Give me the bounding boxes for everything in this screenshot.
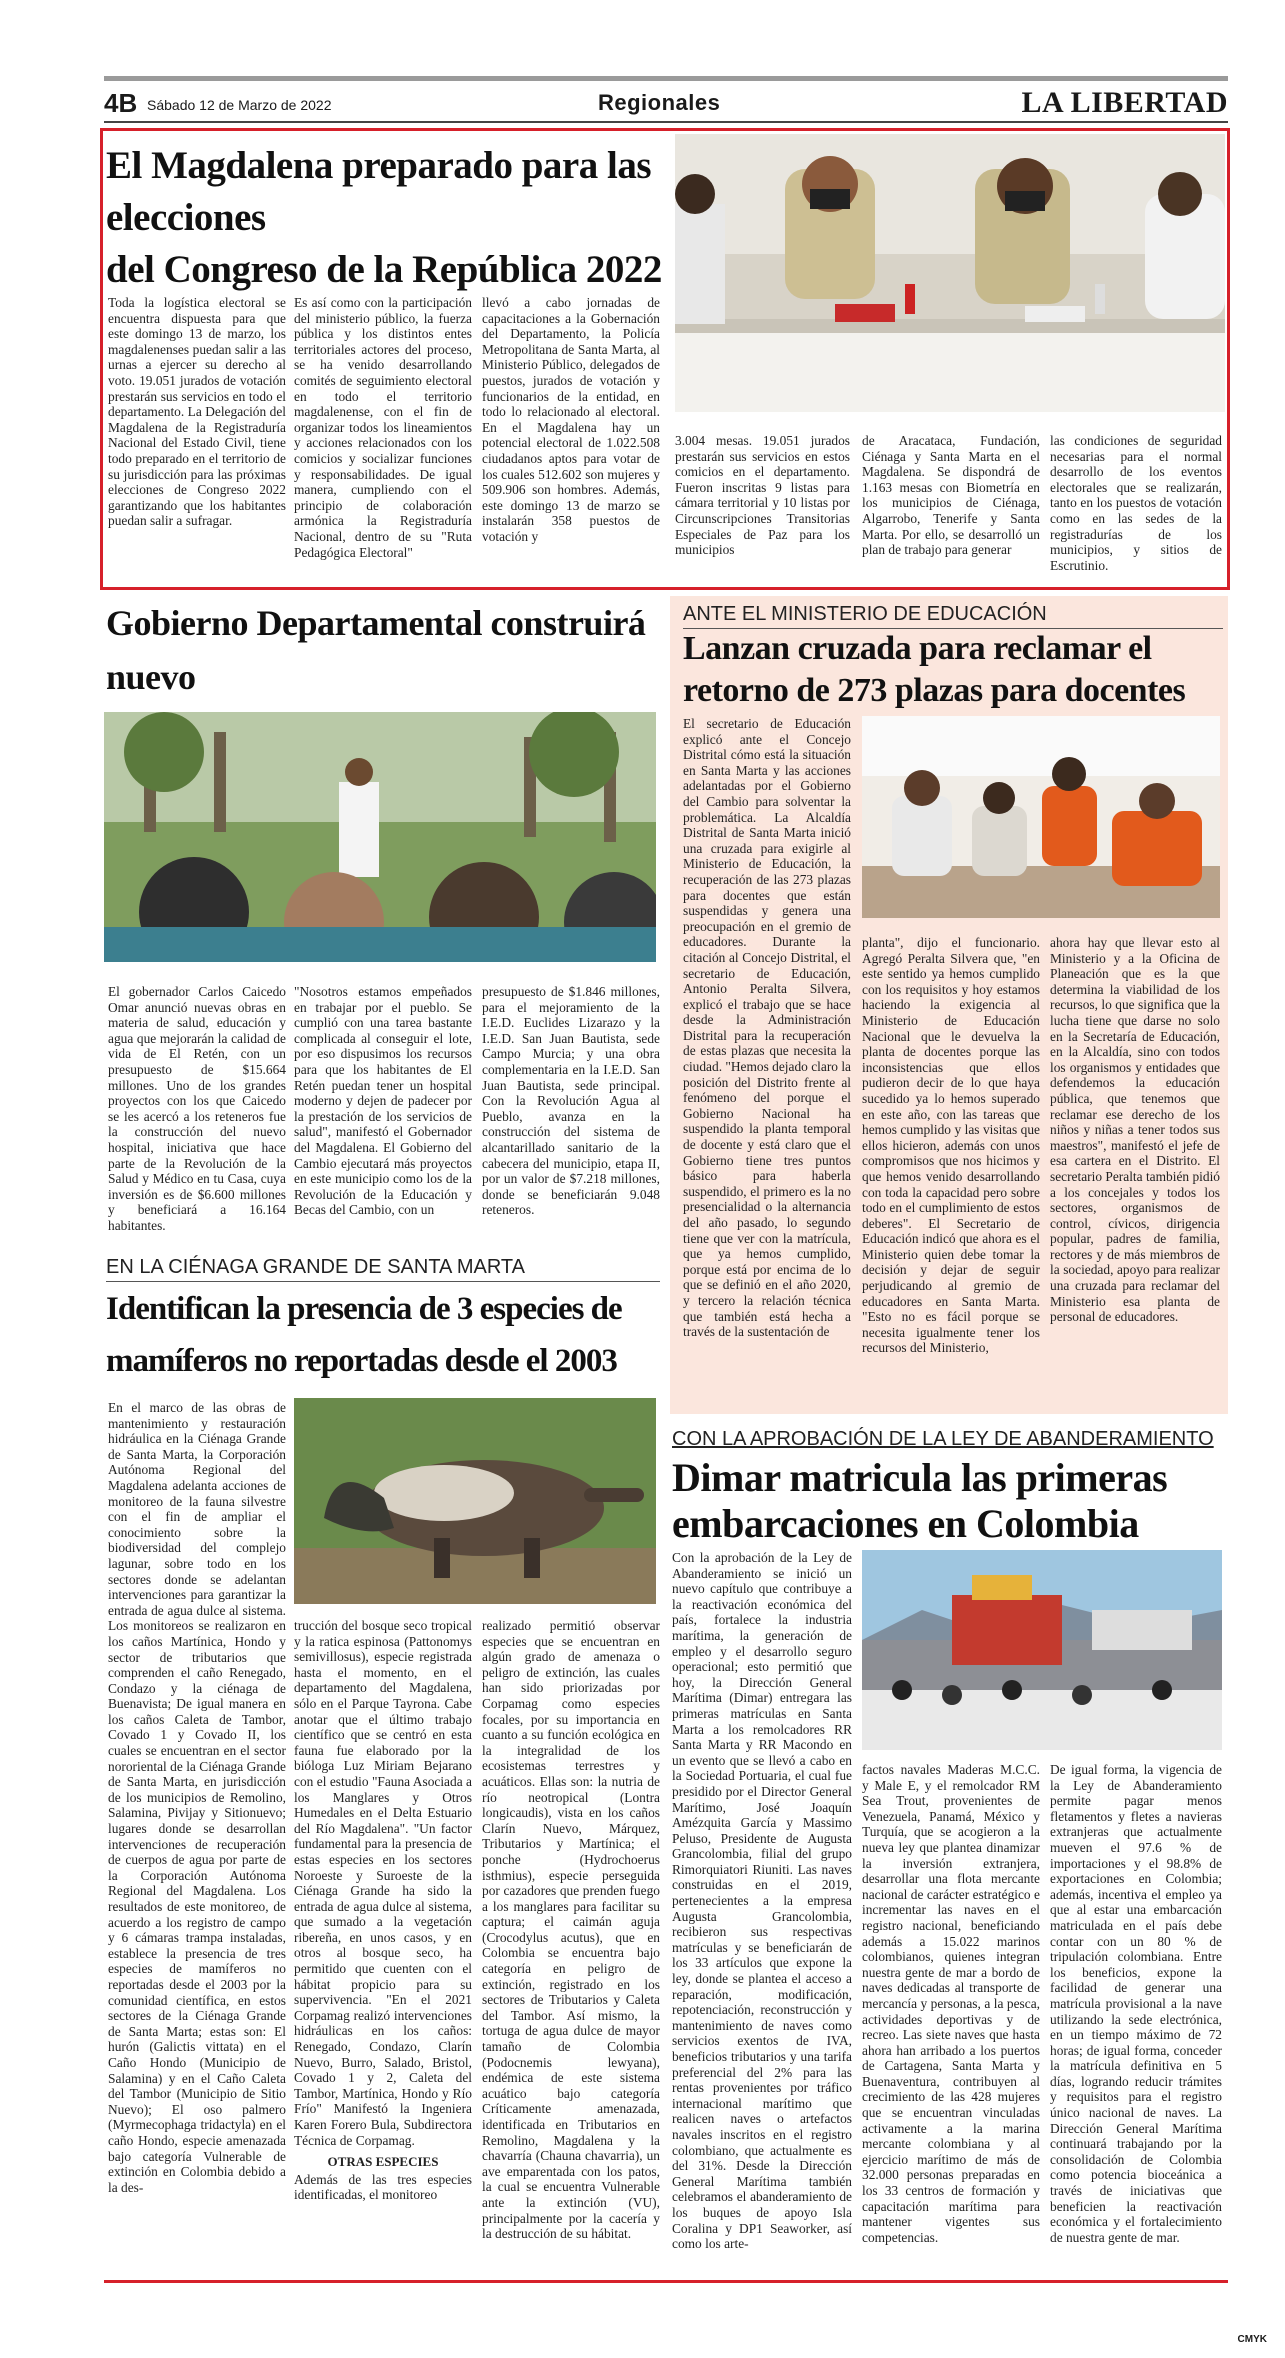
masthead: LA LIBERTAD (1021, 86, 1228, 119)
article-hospital-col2: "Nosotros estamos empeñados en trabajar por el pueblo. Se cumplió con una tarea bastante complicada al conseguir el lote, por eso dispusimos los recursos para que los habitantes de El Retén puedan tener un hospital moderno y dejen de padecer por la prestación de los servicios de salud", manifestó el Gobernador del Magdalena. El Gobierno del Cambio ejecutará más proyectos en este municipio como los de la Revolución de la Educación y Becas del Cambio, con un (294, 984, 472, 1218)
headline-line: Identifican la presencia de 3 especies de (106, 1291, 622, 1327)
article-teachers-kicker: ANTE EL MINISTERIO DE EDUCACIÓN (683, 603, 1047, 625)
headline-line: mamíferos no reportadas desde el 2003 (106, 1343, 617, 1379)
article-elections-col2: Es así como con la participación del ministerio público, la fuerza pública y los distintos entes territoriales actores del proceso, se ha venido desarrollando comités de seguimiento electoral en todo el territorio magdalenense, con el fin de organizar todos los lineamientos y acciones relacionados con los comicios y socializar funciones y responsabilidades. De igual manera, cumpliendo con el principio de colaboración armónica la Registraduría Nacional, dentro de su "Ruta Pedagógica Electoral" (294, 295, 472, 560)
article-hospital-col3: presupuesto de $1.846 millones, para el mejoramiento de la I.E.D. Euclides Lizarazo y la I.E.D. San Juan Bautista, sede Campo Murcia; y una obra complementaria en la I.E.D. San Juan Bautista, sede principal. Con la Revolución Agua al Pueblo, avanza en la construcción del sistema de alcantarillado sanitario de la cabecera del municipio, etapa II, por un valor de $7.218 millones, donde se beneficiarán 9.048 reteneros. (482, 984, 660, 1218)
article-teachers-col1: El secretario de Educación explicó ante el Concejo Distrital cómo está la situación en Santa Marta y las acciones adelantadas por el Gobierno del Cambio para solventar la problemática. La Alcaldía Distrital de Santa Marta inició una cruzada para exigirle al Ministerio de Educación, la recuperación de las 273 plazas para docentes que están suspendidas y genera una preocupación en el gremio de educadores. Durante la citación al Concejo Distrital, el secretario de Educación, Antonio Peralta Silvera, explicó el trabajo que se hace desde la Administración Distrital para la recuperación de estas plazas que necesita la ciudad. "Hemos dejado claro la posición del Distrito frente al fenómeno del porque el Gobierno Nacional ha suspendido la planta temporal de docente y está claro que el Gobierno tiene tres puntos básico para haberla suspendido, el primero es la no presencialidad o la alternancia del año pasado, lo segundo tiene que ver con la matrícula, que ya hemos cumplido, porque está por encima de lo que se definió en el año 2020, y tercero la relación técnica que también está hecha a través de la sustentación de (683, 716, 851, 1340)
article-mammals-headline (106, 1283, 666, 1387)
headline-line: embarcaciones en Colombia (672, 1501, 1139, 1546)
article-dimar-col2: factos navales Maderas M.C.C. y Male E, y el remolcador RM Sea Trout, provenientes de Venezuela, Panamá, México y Turquía, que se acogieron a la nueva ley que plantea dinamizar la inversión extranjera, desarrollar una flota mercante nacional de carácter estratégico e incrementar las naves en el registro nacional, beneficiando además a 15.022 marinos colombianos, quienes integran nuestra gente de mar a bordo de naves dedicadas al transporte de mercancía y personas, a la pesca, actividades deportivas y de recreo. Las siete naves que hasta ahora han arribado a los puertos de Cartagena, Santa Marta y Buenaventura, contribuyen al crecimiento de las 428 mujeres que se encuentran vinculadas activamente a la marina mercante colombiana y al ejercicio marítimo de más de 32.000 personas preparadas en los 33 centros de formación y capacitación marítima para mantener vigentes sus competencias. (862, 1762, 1040, 2245)
article-elections-headline (106, 140, 666, 296)
article-mammals-col2-text: trucción del bosque seco tropical y la ratica espinosa (Pattonomys semivillosus), especie registrada hasta el momento, en el departamento del Magdalena, sólo en el Parque Tayrona. Cabe anotar que el último trabajo científico que se centró en esta fauna fue elaborado por la bióloga Luz Miriam Bejarano con el estudio "Fauna Asociada a los Manglares y Otros Humedales en el Delta Estuario del Río Magdalena". "Un factor fundamental para la presencia de estas especies en los sectores Noroeste y Suroeste de la Ciénaga Grande ha sido la entrada de agua dulce al sistema, que sumado a la vegetación ribereña, en unos casos, y en otros al bosque seco, ha permitido que cuenten con el hábitat propicio para su supervivencia. "En el 2021 Corpamag realizó intervenciones hidráulicas en los caños: Renegado, Condazo, Clarín Nuevo, Burro, Salado, Bristol, Covado 1 y 2, Caleta del Tambor, Martínica, Hondo y Río Frío" Manifestó la Ingeniera Karen Forero Bula, Subdirectora Técnica de Corpamag. (294, 1618, 472, 2148)
headline-line: El Magdalena preparado para las elecciones (106, 144, 651, 239)
photo-election-officials (675, 134, 1225, 412)
article-dimar-headline (672, 1455, 1224, 1547)
article-teachers-col2: planta", dijo el funcionario. Agregó Peralta Silvera que, "en este sentido ya hemos cumplido con los requisitos y hoy estamos haciendo la exigencia al Ministerio de Educación Nacional que le devuelva la planta de docentes porque las inconsistencias que ellos pudieron decir de lo que haya sucedido ya lo hemos superado en este año, con las tareas que hemos cumplido y las visitas que ellos hicieron, además con unos compromisos que nos hicimos y que hemos venido desarrollando con toda la capacidad pero sobre todo en el cumplimiento de estos deberes". El Secretario de Educación indicó que ahora es el Ministerio quien debe tomar la decisión y dejar de seguir perjudicando al gremio de educadores en Santa Marta. "Esto no es fácil porque se necesita igualmente tener los recursos del Ministerio, (862, 935, 1040, 1356)
article-mammals-kicker: EN LA CIÉNAGA GRANDE DE SANTA MARTA (106, 1256, 525, 1278)
kicker-rule (106, 1281, 660, 1282)
headline-line: Gobierno Departamental construirá nuevo (106, 603, 646, 697)
article-elections-col6: las condiciones de seguridad necesarias para el normal desarrollo de los eventos electorales que se realizarán, tanto en los puestos de votación como en las sedes de la registradurías de los municipios, y sitios de Escrutinio. (1050, 433, 1222, 573)
header-rule (104, 121, 1228, 123)
article-elections-col1: Toda la logística electoral se encuentra dispuesta para que este domingo 13 de marzo, los magdalenenses puedan salir a las urnas a ejercer su derecho al voto. 19.051 jurados de votación prestarán sus servicios en todo el departamento. La Delegación del Magdalena de la Registraduría Nacional del Estado Civil, tiene todo preparado en el territorio de su jurisdicción para las próximas elecciones de Congreso 2022 garantizando que los habitantes puedan salir a sufragar. (108, 295, 286, 529)
bottom-rule (104, 2280, 1228, 2283)
article-elections-col3: llevó a cabo jornadas de capacitaciones a la Gobernación del Departamento, la Policía Metropolitana de Santa Marta, al Ministerio Público, delegados de puestos, jurados de votación y funcionarios de la entidad, en todo lo relacionado al electoral. En el Magdalena hay un potencial electoral de 1.022.508 ciudadanos aptos para votar de los cuales 512.602 son mujeres y 509.906 son hombres. Además, este domingo 13 de marzo se instalarán 358 puestos de votación y (482, 295, 660, 544)
headline-line: Dimar matricula las primeras (672, 1455, 1168, 1500)
article-dimar-kicker: CON LA APROBACIÓN DE LA LEY DE ABANDERAMIENTO (672, 1428, 1214, 1450)
article-elections-col5: de Aracataca, Fundación, Ciénaga y Santa Marta en el Magdalena. Se dispondrá de 1.163 mesas con Biometría en los municipios de Ciénaga, Algarrobo, Tenerife y Santa Marta. Por ello, se desarrolló un plan de trabajo para generar (862, 433, 1040, 558)
article-mammals-col2 (294, 1618, 472, 2270)
photo-ship-ceremony (862, 1550, 1222, 1750)
page-date: Sábado 12 de Marzo de 2022 (147, 97, 332, 113)
photo-governor-speech (104, 712, 656, 962)
headline-line: del Congreso de la República 2022 (106, 248, 662, 291)
cmyk-label: CMYK (1237, 2334, 1267, 2345)
section-name: Regionales (598, 90, 721, 115)
top-rule (104, 76, 1228, 81)
page-number: 4B (104, 88, 138, 118)
article-dimar-col3: De igual forma, la vigencia de la Ley de Abanderamiento permite pagar menos fletamentos y fletes a navieras extranjeras que actualmente mueven el 97.6 % de importaciones y el 98.8% de exportaciones en Colombia; además, incentiva el empleo ya que al estar una embarcación matriculada en el país debe contar con un 80 % de tripulación colombiana. Entre los beneficios, expone la facilidad de generar una matrícula provisional a la nave utilizando la sede electrónica, en un tiempo máximo de 72 horas; de igual forma, conceder la matrícula definitiva en 5 días, logrando reducir trámites y requisitos para el registro único nacional de naves. La Dirección General Marítima continuará trabajando por la consolidación de Colombia como potencia bioceánica a través de iniciativas que beneficien la reactivación económica y el fortalecimiento de nuestra gente de mar. (1050, 1762, 1222, 2245)
page-header (104, 88, 1228, 120)
photo-council-session (862, 716, 1220, 918)
headline-line: retorno de 273 plazas para docentes (683, 672, 1186, 709)
article-mammals-col3: realizado permitió observar especies que se encuentran en algún grado de amenaza o peligro de extinción, las cuales han sido priorizadas por Corpamag como especies focales, por su importancia en cuanto a su función ecológica en la integralidad de los ecosistemas terrestres y acuáticos. Ellas son: la nutria de río neotropical (Lontra longicaudis), vista en los caños Clarín Nuevo, Márquez, Tributarios y Martínica; el ponche (Hydrochoerus isthmius), especie perseguida por cazadores que prenden fuego a los manglares para facilitar su captura; el caimán aguja (Crocodylus acutus), que en Colombia se encuentra bajo categoría en peligro de extinción, registrado en los sectores de Tributarios y Caleta del Tambor. Así mismo, la tortuga de agua dulce de mayor tamaño de Colombia (Podocnemis lewyana), endémica de este sistema acuático bajo categoría Críticamente amenazada, identificada en Tributarios en Remolino, Magdalena y la chavarría (Chauna chavarria), un ave emparentada con los patos, la cual se encuentra Vulnerable ante la extinción (VU), principalmente por la cacería y la destrucción de su hábitat. (482, 1618, 660, 2242)
headline-line: Lanzan cruzada para reclamar el (683, 630, 1152, 667)
article-mammals-col1: En el marco de las obras de mantenimiento y restauración hidráulica en la Ciénaga Grande de Santa Marta, la Corporación Autónoma Regional del Magdalena adelanta acciones de monitoreo de la fauna silvestre con el fin de ampliar el conocimiento sobre la biodiversidad del complejo lagunar, sobre todo en los sectores donde se adelantan intervenciones para garantizar la entrada de agua dulce al sistema. Los monitoreos se realizaron en los caños Martínica, Hondo y sector de tributarios que comprenden el caño Renegado, Condazo y la ciénaga de Buenavista; De igual manera en los caños Caleta de Tambor, Covado 1 y Covado II, los cuales se encuentran en el sector nororiental de la Ciénaga Grande de Santa Marta, en jurisdicción de los municipios de Remolino, Salamina, Pivijay y Sitionuevo; lugares donde se desarrollan intervenciones de recuperación de cuerpos de agua por parte de la Corporación Autónoma Regional del Magdalena. Los resultados de este monitoreo, de acuerdo a los registro de campo y 6 cámaras trampa instaladas, establece la presencia de tres especies de mamíferos no reportadas desde el 2003 por la comunidad científica, en estos sectores de la Ciénaga Grande de Santa Marta; estas son: El hurón (Galictis vittata) en el Caño Hondo (Municipio de Salamina) y en el Caño Caleta del Tambor (Municipio de Sitio Nuevo); El oso palmero (Myrmecophaga tridactyla) en el caño Hondo, especie amenazada bajo categoría Vulnerable de extinción en Colombia debido a la des- (108, 1400, 286, 2195)
article-hospital-col1: El gobernador Carlos Caicedo Omar anunció nuevas obras en materia de salud, educación y agua que mejorarán la calidad de vida de El Retén, con un presupuesto de $15.664 millones. Uno de los grandes proyectos con los que Caicedo se les acercó a los reteneros fue la construcción del nuevo hospital, iniciativa que hace parte de la Revolución de la Salud y Médico en tu Casa, cuya inversión es de $6.600 millones y beneficiará a 16.164 habitantes. (108, 984, 286, 1233)
article-teachers-headline (683, 628, 1223, 712)
article-elections-col4: 3.004 mesas. 19.051 jurados prestarán sus servicios en estos comicios en el departamento. Fueron inscritas 9 listas para cámara territorial y 10 listas por Circunscripciones Transitorias Especiales de Paz para los municipios (675, 433, 850, 558)
article-dimar-col1: Con la aprobación de la Ley de Abanderamiento se inició un nuevo capítulo que contribuye a la reactivación económica del país, fortalece la industria marítima, la generación de empleo y el desarrollo seguro operacional; esto permitió que hoy, la Dirección General Marítima (Dimar) entregara las primeras matrículas en Santa Marta a los remolcadores RR Santa Marta y RR Macondo en un evento que se llevó a cabo en la Sociedad Portuaria, el cual fue presidido por el Director General Marítimo, José Joaquín Amézquita García y Massimo Peluso, Presidente de Augusta Grancolombia, filial del grupo Rimorquiatori Riuniti. Las naves construidas en el 2019, pertenecientes a la empresa Augusta Grancolombia, recibieron sus respectivas matrículas y se beneficiarán de los 33 artículos que expone la ley, donde se plantea el acceso a reparación, modificación, repotenciación, reconstrucción y mantenimiento de naves como servicios exentos de IVA, beneficios tributarios y una tarifa preferencial del 2% para las rentas provenientes por tráfico internacional marítimo que realicen naves o artefactos navales inscritos en el registro colombiano, que actualmente es del 31%. Desde la Dirección General Marítima también celebramos el abanderamiento de los buques de apoyo Isla Coralina y DP1 Seaworker, así como los arte- (672, 1550, 852, 2252)
article-teachers-col3: ahora hay que llevar esto al Ministerio y a la Oficina de Planeación que es la que determina la viabilidad de los recursos, lo que significa que la lucha tiene que darse no solo en la Secretaría de Educación, en la Alcaldía, sino con todos los organismos y entidades que defendemos la educación pública, que tenemos que reclamar ese derecho de los niños y niñas a tener todos sus maestros", manifestó el jefe de esa cartera en el Distrito. El secretario Peralta también pidió a los concejales y todos los sectores, organismos de control, cívicos, dirigencia popular, padres de familia, rectores y de más miembros de la sociedad, apoyo para realizar una cruzada para reclamar del Ministerio esa planta de personal de educadores. (1050, 935, 1220, 1325)
article-mammals-subhead: OTRAS ESPECIES (327, 2154, 439, 2170)
photo-giant-anteater (294, 1398, 656, 1604)
cmyk-registration-mark (1238, 2334, 1267, 2345)
article-mammals-col2-tail: Además de las tres especies identificadas, el monitoreo (294, 2171, 472, 2203)
